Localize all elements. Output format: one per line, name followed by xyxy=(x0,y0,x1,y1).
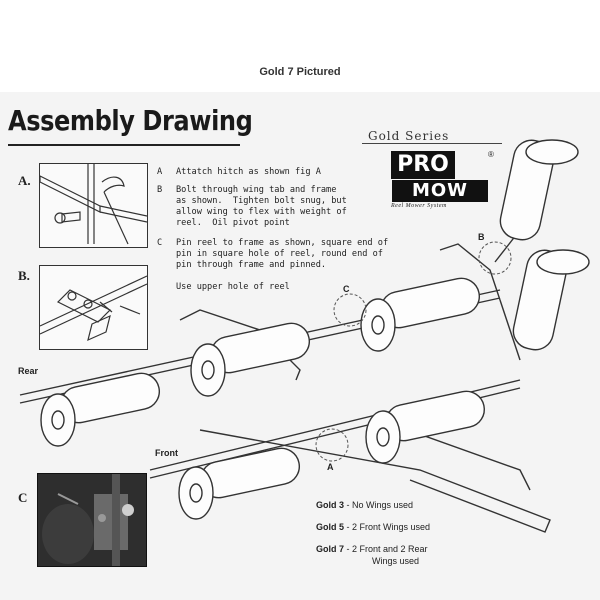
logo-pro: PRO xyxy=(391,151,455,179)
instruction-b-text: Bolt through wing tab and frame as shown. Tighten bolt snug, but allow wing to flex with weight of reel. Oil pivot point xyxy=(176,185,347,228)
image-caption: Gold 7 Pictured xyxy=(259,66,341,78)
model-desc: No Wings used xyxy=(352,500,414,510)
callout-b: B xyxy=(478,232,485,242)
instruction-c-letter: C xyxy=(157,238,163,248)
detail-c-photo xyxy=(37,473,147,567)
model-desc: 2 Front Wings used xyxy=(352,522,431,532)
model-desc: 2 Front and 2 Rear xyxy=(352,544,428,554)
instruction-a-letter: A xyxy=(157,167,163,177)
model-row-gold3: Gold 3 - No Wings used xyxy=(316,500,414,510)
model-name: Gold 3 xyxy=(316,500,345,510)
model-desc-continued: Wings used xyxy=(372,556,420,566)
model-row-gold5: Gold 5 - 2 Front Wings used xyxy=(316,522,431,532)
detail-a-label: A. xyxy=(18,173,31,188)
model-name: Gold 5 xyxy=(316,522,345,532)
front-label: Front xyxy=(155,448,178,458)
reel-pin-photo xyxy=(38,474,146,566)
rear-label: Rear xyxy=(18,366,39,376)
logo-registered-mark: ® xyxy=(488,150,494,159)
logo-mow: MOW xyxy=(392,180,488,202)
instruction-c-text: Pin reel to frame as shown, square end of pin in square hole of reel, round end of pin through frame and pinned. Use upper hole of reel xyxy=(176,238,389,292)
logo-subtitle: Reel Mower System xyxy=(391,203,447,209)
model-row-gold7: Gold 7 - 2 Front and 2 Rear xyxy=(316,544,428,554)
series-label: Gold Series xyxy=(368,129,450,143)
instruction-b-letter: B xyxy=(157,185,163,195)
model-name: Gold 7 xyxy=(316,544,345,554)
detail-b-label: B. xyxy=(18,268,30,283)
page-title: Assembly Drawing xyxy=(8,104,253,137)
instruction-a-text: Attatch hitch as shown fig A xyxy=(176,167,321,177)
detail-c-label: C xyxy=(18,490,28,505)
callout-c: C xyxy=(343,284,350,294)
callout-a: A xyxy=(327,462,334,472)
